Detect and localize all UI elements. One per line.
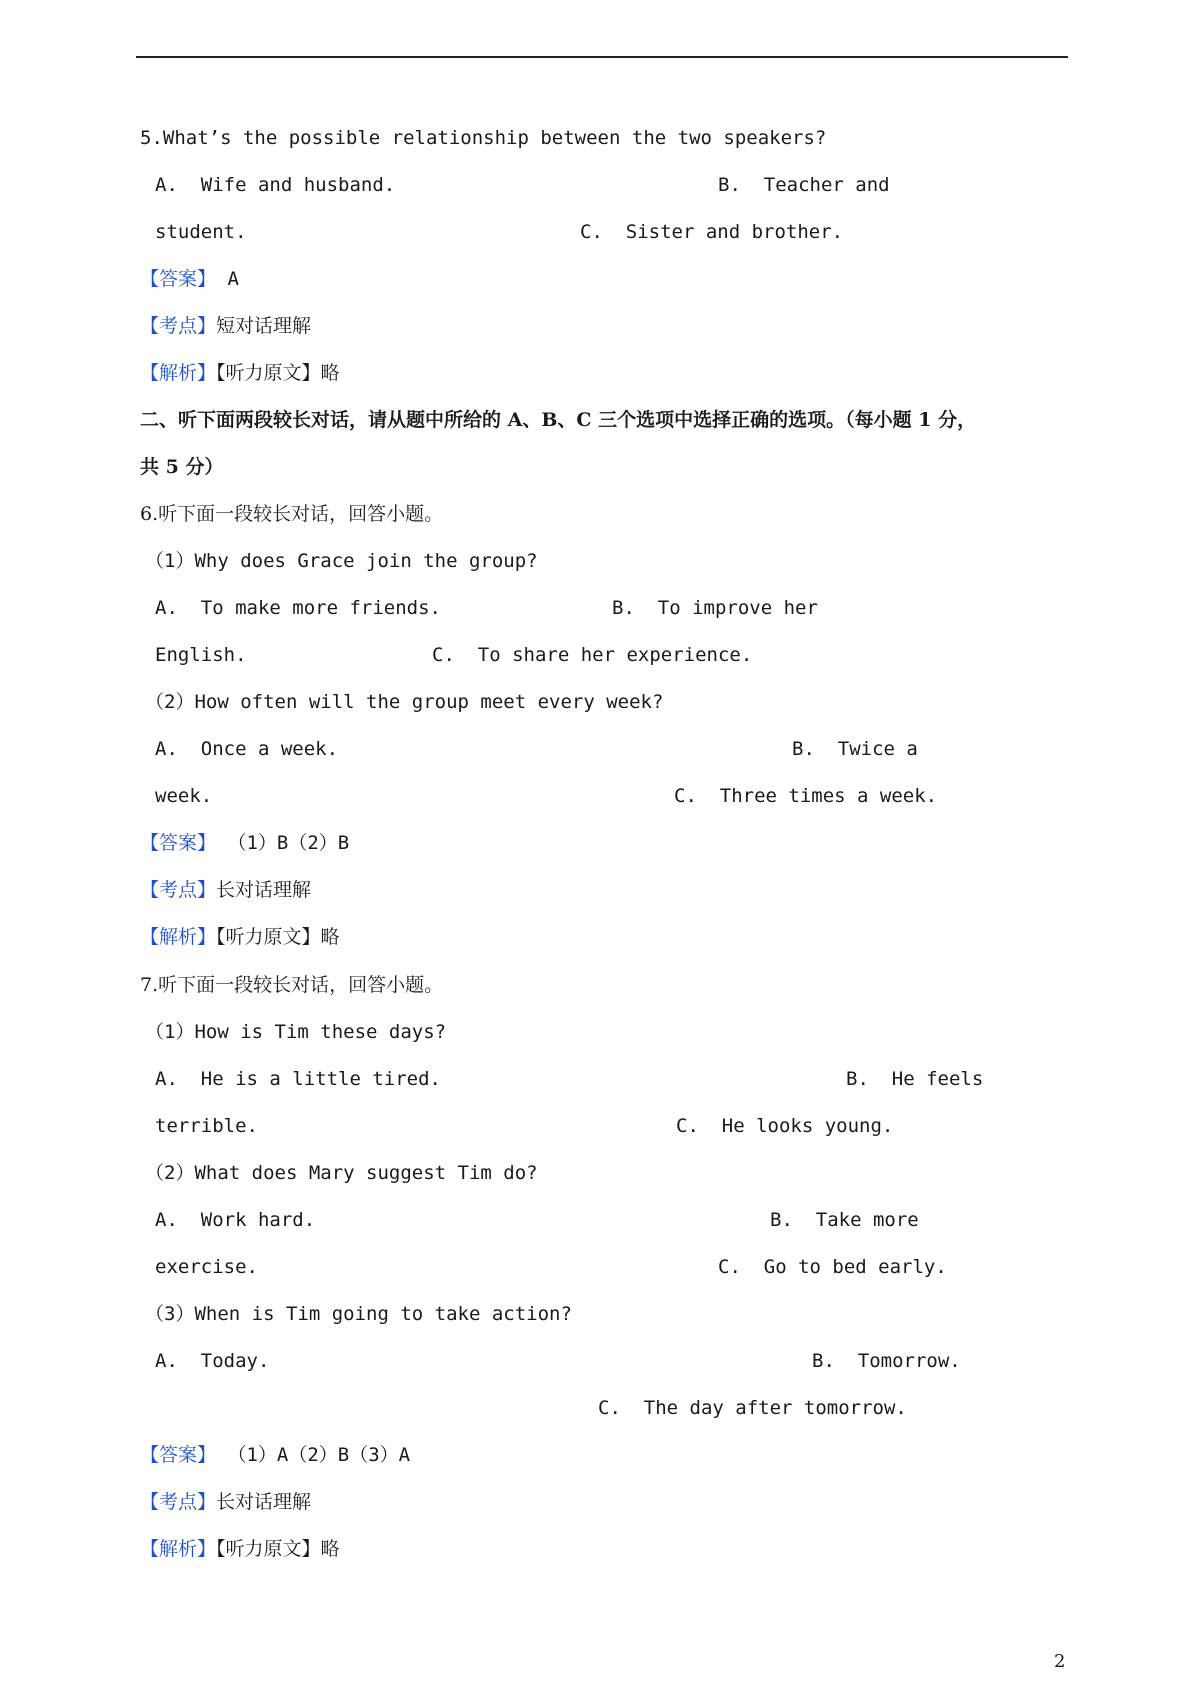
q7-sub3-option-b: B. Tomorrow.: [812, 1350, 961, 1372]
answer-value: A: [216, 268, 239, 290]
q7-sub1-option-b-continued: terrible.: [155, 1115, 258, 1137]
q6-answer: [140, 831, 349, 855]
q5-option-c: C. Sister and brother.: [580, 221, 844, 243]
q7-sub3-question: （3）When is Tim going to take action?: [145, 1303, 572, 1325]
point-value: 长对话理解: [216, 1491, 312, 1513]
q6-sub2-question: （2）How often will the group meet every week?: [145, 691, 664, 713]
section-2-heading-line2: 共 5 分）: [140, 456, 224, 478]
q7-answer: [140, 1443, 410, 1467]
header-rule: [136, 56, 1068, 58]
answer-label: 【答案】: [140, 1444, 217, 1466]
point-value: 长对话理解: [216, 879, 312, 901]
q6-sub2-option-a: A. Once a week.: [155, 738, 339, 760]
q7-sub1-option-b: B. He feels: [846, 1068, 984, 1090]
q6-sub1-option-b-continued: English.: [155, 644, 247, 666]
q7-sub2-option-a: A. Work hard.: [155, 1209, 316, 1231]
q6-sub1-question: （1）Why does Grace join the group?: [145, 550, 538, 572]
analysis-value: 【听力原文】略: [216, 362, 340, 384]
q5-stem: 5.What’s the possible relationship between the two speakers?: [140, 127, 827, 149]
answer-label: 【答案】: [140, 268, 217, 290]
q7-point: [140, 1490, 311, 1514]
answer-label: 【答案】: [140, 832, 217, 854]
q5-option-a: A. Wife and husband.: [155, 174, 396, 196]
q7-sub2-option-b: B. Take more: [770, 1209, 919, 1231]
answer-value: （1）A（2）B（3）A: [216, 1444, 411, 1466]
q7-sub3-option-c: C. The day after tomorrow.: [598, 1397, 907, 1419]
point-label: 【考点】: [140, 1491, 217, 1513]
analysis-label: 【解析】: [140, 926, 217, 948]
page-number: 2: [1054, 1651, 1066, 1672]
q6-sub1-option-c: C. To share her experience.: [432, 644, 753, 666]
q7-sub1-option-a: A. He is a little tired.: [155, 1068, 441, 1090]
point-value: 短对话理解: [216, 315, 312, 337]
q6-sub2-option-b-continued: week.: [155, 785, 213, 807]
q6-stem: 6.听下面一段较长对话，回答小题。: [140, 503, 444, 525]
q6-sub2-option-b: B. Twice a: [792, 738, 918, 760]
q7-sub2-option-c: C. Go to bed early.: [718, 1256, 947, 1278]
q6-sub1-option-a: A. To make more friends.: [155, 597, 441, 619]
analysis-value: 【听力原文】略: [216, 926, 340, 948]
point-label: 【考点】: [140, 315, 217, 337]
answer-value: （1）B（2）B: [216, 832, 350, 854]
q7-sub2-question: （2）What does Mary suggest Tim do?: [145, 1162, 538, 1184]
q5-analysis: [140, 361, 340, 385]
q5-option-b: B. Teacher and: [718, 174, 890, 196]
q6-sub1-option-b: B. To improve her: [612, 597, 818, 619]
q6-point: [140, 878, 311, 902]
q7-stem: 7.听下面一段较长对话，回答小题。: [140, 974, 444, 996]
q7-analysis: [140, 1537, 340, 1561]
q5-option-b-continued: student.: [155, 221, 247, 243]
section-2-heading-line1: 二、听下面两段较长对话，请从题中所给的 A、B、C 三个选项中选择正确的选项。（每小题 1 分，: [140, 409, 977, 431]
q7-sub2-option-b-continued: exercise.: [155, 1256, 258, 1278]
q7-sub1-question: （1）How is Tim these days?: [145, 1021, 447, 1043]
q6-sub2-option-c: C. Three times a week.: [674, 785, 938, 807]
analysis-label: 【解析】: [140, 1538, 217, 1560]
q5-point: [140, 314, 311, 338]
analysis-value: 【听力原文】略: [216, 1538, 340, 1560]
point-label: 【考点】: [140, 879, 217, 901]
q7-sub3-option-a: A. Today.: [155, 1350, 270, 1372]
q5-answer: [140, 267, 239, 291]
q7-sub1-option-c: C. He looks young.: [676, 1115, 894, 1137]
analysis-label: 【解析】: [140, 362, 217, 384]
q6-analysis: [140, 925, 340, 949]
